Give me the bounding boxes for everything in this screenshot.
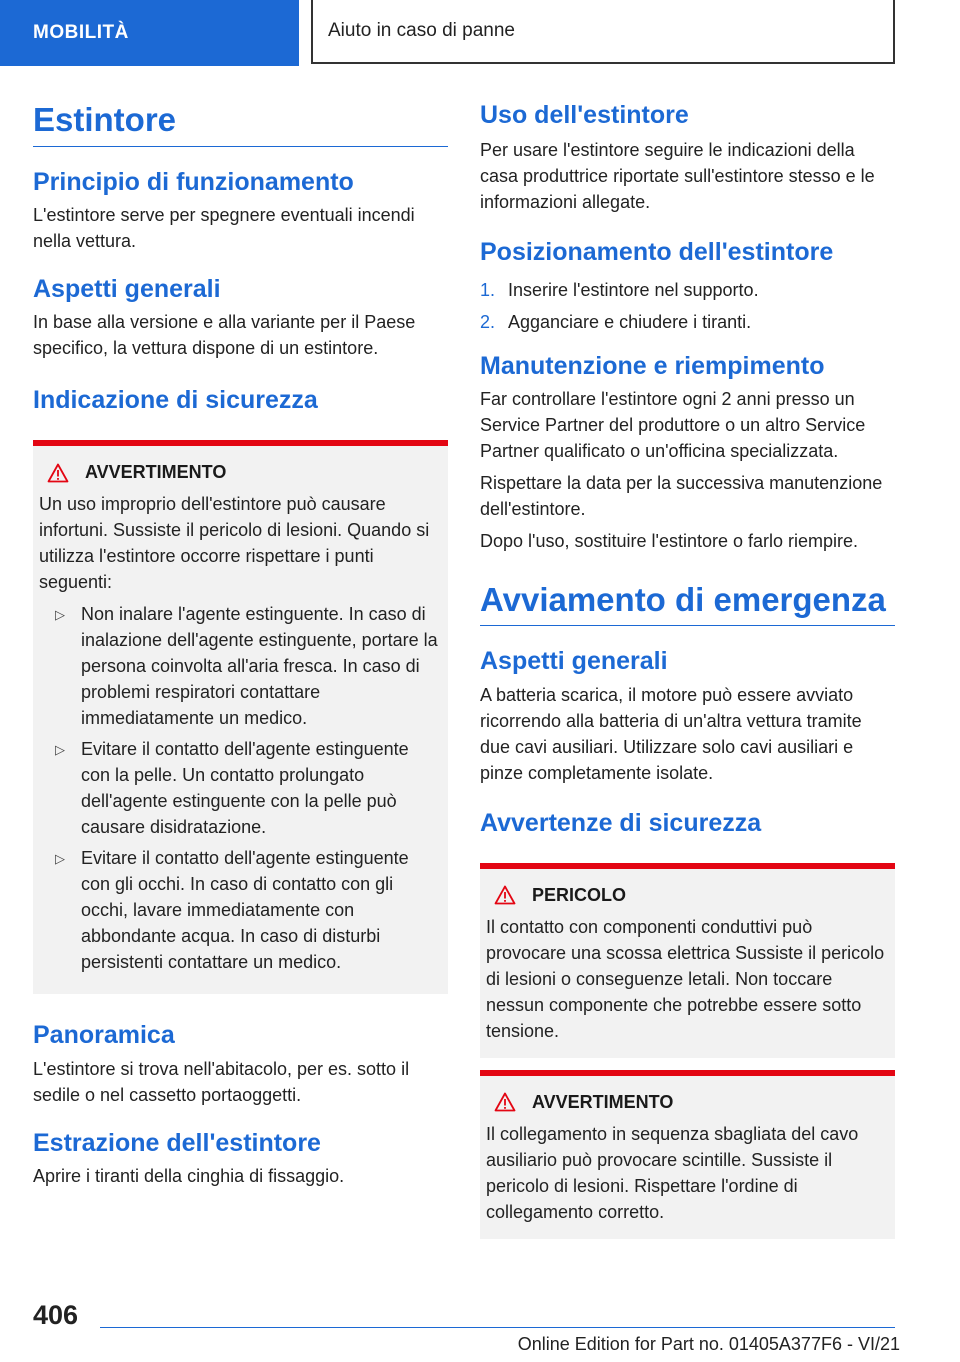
edition-footer: Online Edition for Part no. 01405A377F6 - VI/21: [517, 1334, 900, 1354]
list-item: 2. Agganciare e chiudere i tiranti.: [480, 311, 752, 332]
section-tab: MOBILITÀ: [0, 0, 299, 66]
right-column: [480, 100, 895, 1239]
heading-estrazione: Estrazione dell'estintore: [33, 1128, 321, 1157]
page-number: 406: [33, 1300, 79, 1330]
danger-text: Il contatto con componenti conduttivi può provocare una scossa elettrica Sussiste il pericolo di lesioni o conseguenze letali. Non toccare nessun componente che potrebbe essere sotto tensione.: [486, 916, 885, 1041]
bullet-arrow-icon: ▷: [55, 742, 65, 758]
paragraph-estrazione: Aprire i tiranti della cinghia di fissaggio.: [33, 1165, 345, 1186]
heading-posizionamento: Posizionamento dell'estintore: [480, 238, 834, 267]
warning-triangle-icon: [494, 1092, 516, 1112]
heading-panoramica: Panoramica: [33, 1021, 175, 1050]
list-item: 1. Inserire l'estintore nel supporto.: [480, 279, 759, 300]
heading-manutenzione: Manutenzione e riempimento: [480, 351, 825, 380]
heading-aspetti-generali-2: Aspetti generali: [480, 647, 668, 676]
danger-triangle-icon: [494, 885, 516, 905]
list-item: ▷ Evitare il contatto dell'agente estinguente con la pelle. Un contatto prolungato dell'agente estinguente con la pelle può causare disidratazione.: [39, 736, 442, 840]
warning-title: AVVERTIMENTO: [85, 462, 227, 483]
heading-indicazione-sicurezza: Indicazione di sicurezza: [33, 386, 318, 415]
heading-avvertenze: Avvertenze di sicurezza: [480, 808, 762, 837]
paragraph-uso: Per usare l'estintore seguire le indicazioni della casa produttrice riportate sull'estintore stesso e le informazioni allegate.: [480, 140, 875, 213]
warning-bullet-list: [39, 601, 442, 975]
heading-principio: Principio di funzionamento: [33, 167, 354, 196]
paragraph-aspetti-2: A batteria scarica, il motore può essere avviato ricorrendo alla batteria di un'altra vettura tramite due cavi ausiliari. Utilizzare solo cavi ausiliari e pinze completamente isolate.: [480, 684, 862, 783]
heading-aspetti-generali: Aspetti generali: [33, 274, 221, 303]
danger-title: PERICOLO: [532, 884, 627, 905]
warning-title-2: AVVERTIMENTO: [532, 1091, 674, 1112]
warning-triangle-icon: [47, 463, 69, 483]
warning-text: Un uso improprio dell'estintore può causare infortuni. Sussiste il pericolo di lesioni. Quando si utilizza l'estintore occorre rispettare i punti seguenti:: [39, 494, 430, 593]
steps-list: [480, 277, 895, 335]
heading-uso: Uso dell'estintore: [480, 101, 689, 129]
left-column: [33, 100, 448, 1189]
paragraph-principio: L'estintore serve per spegnere eventuali incendi nella vettura.: [33, 204, 415, 251]
page-header: [0, 0, 960, 66]
heading-estintore: Estintore: [33, 100, 448, 147]
paragraph-manutenzione-3: Dopo l'uso, sostituire l'estintore o farlo riempire.: [480, 530, 859, 551]
bullet-arrow-icon: ▷: [55, 851, 65, 867]
danger-box: [480, 863, 895, 1058]
warning-text-2: Il collegamento in sequenza sbagliata del cavo ausiliario può provocare scintille. Sussiste il pericolo di lesioni. Rispettare l'ordine di collegamento corretto.: [486, 1123, 859, 1222]
bullet-arrow-icon: ▷: [55, 607, 65, 623]
list-item: ▷ Evitare il contatto dell'agente estinguente con gli occhi. In caso di contatto con gli occhi, lavare immediatamente con abbondante acqua. In caso di disturbi persistenti contattare un medico.: [39, 845, 442, 975]
warning-box-2: [480, 1070, 895, 1239]
paragraph-manutenzione-1: Far controllare l'estintore ogni 2 anni presso un Service Partner del produttore o un altro Service Partner qualificato o un'officina specializzata.: [480, 388, 866, 461]
paragraph-panoramica: L'estintore si trova nell'abitacolo, per es. sotto il sedile o nel cassetto portaoggetti.: [33, 1058, 410, 1105]
heading-avviamento: Avviamento di emergenza: [480, 580, 895, 627]
list-item: ▷ Non inalare l'agente estinguente. In caso di inalazione dell'agente estinguente, portare la persona coinvolta all'aria fresca. In caso di problemi respiratori contattare immediatamente un medico.: [39, 601, 442, 731]
warning-box: [33, 440, 448, 994]
paragraph-aspetti: In base alla versione e alla variante per il Paese specifico, la vettura dispone di un estintore.: [33, 312, 416, 359]
footer-divider: [100, 1327, 895, 1328]
chapter-title: Aiuto in caso di panne: [311, 0, 895, 64]
paragraph-manutenzione-2: Rispettare la data per la successiva manutenzione dell'estintore.: [480, 472, 883, 519]
